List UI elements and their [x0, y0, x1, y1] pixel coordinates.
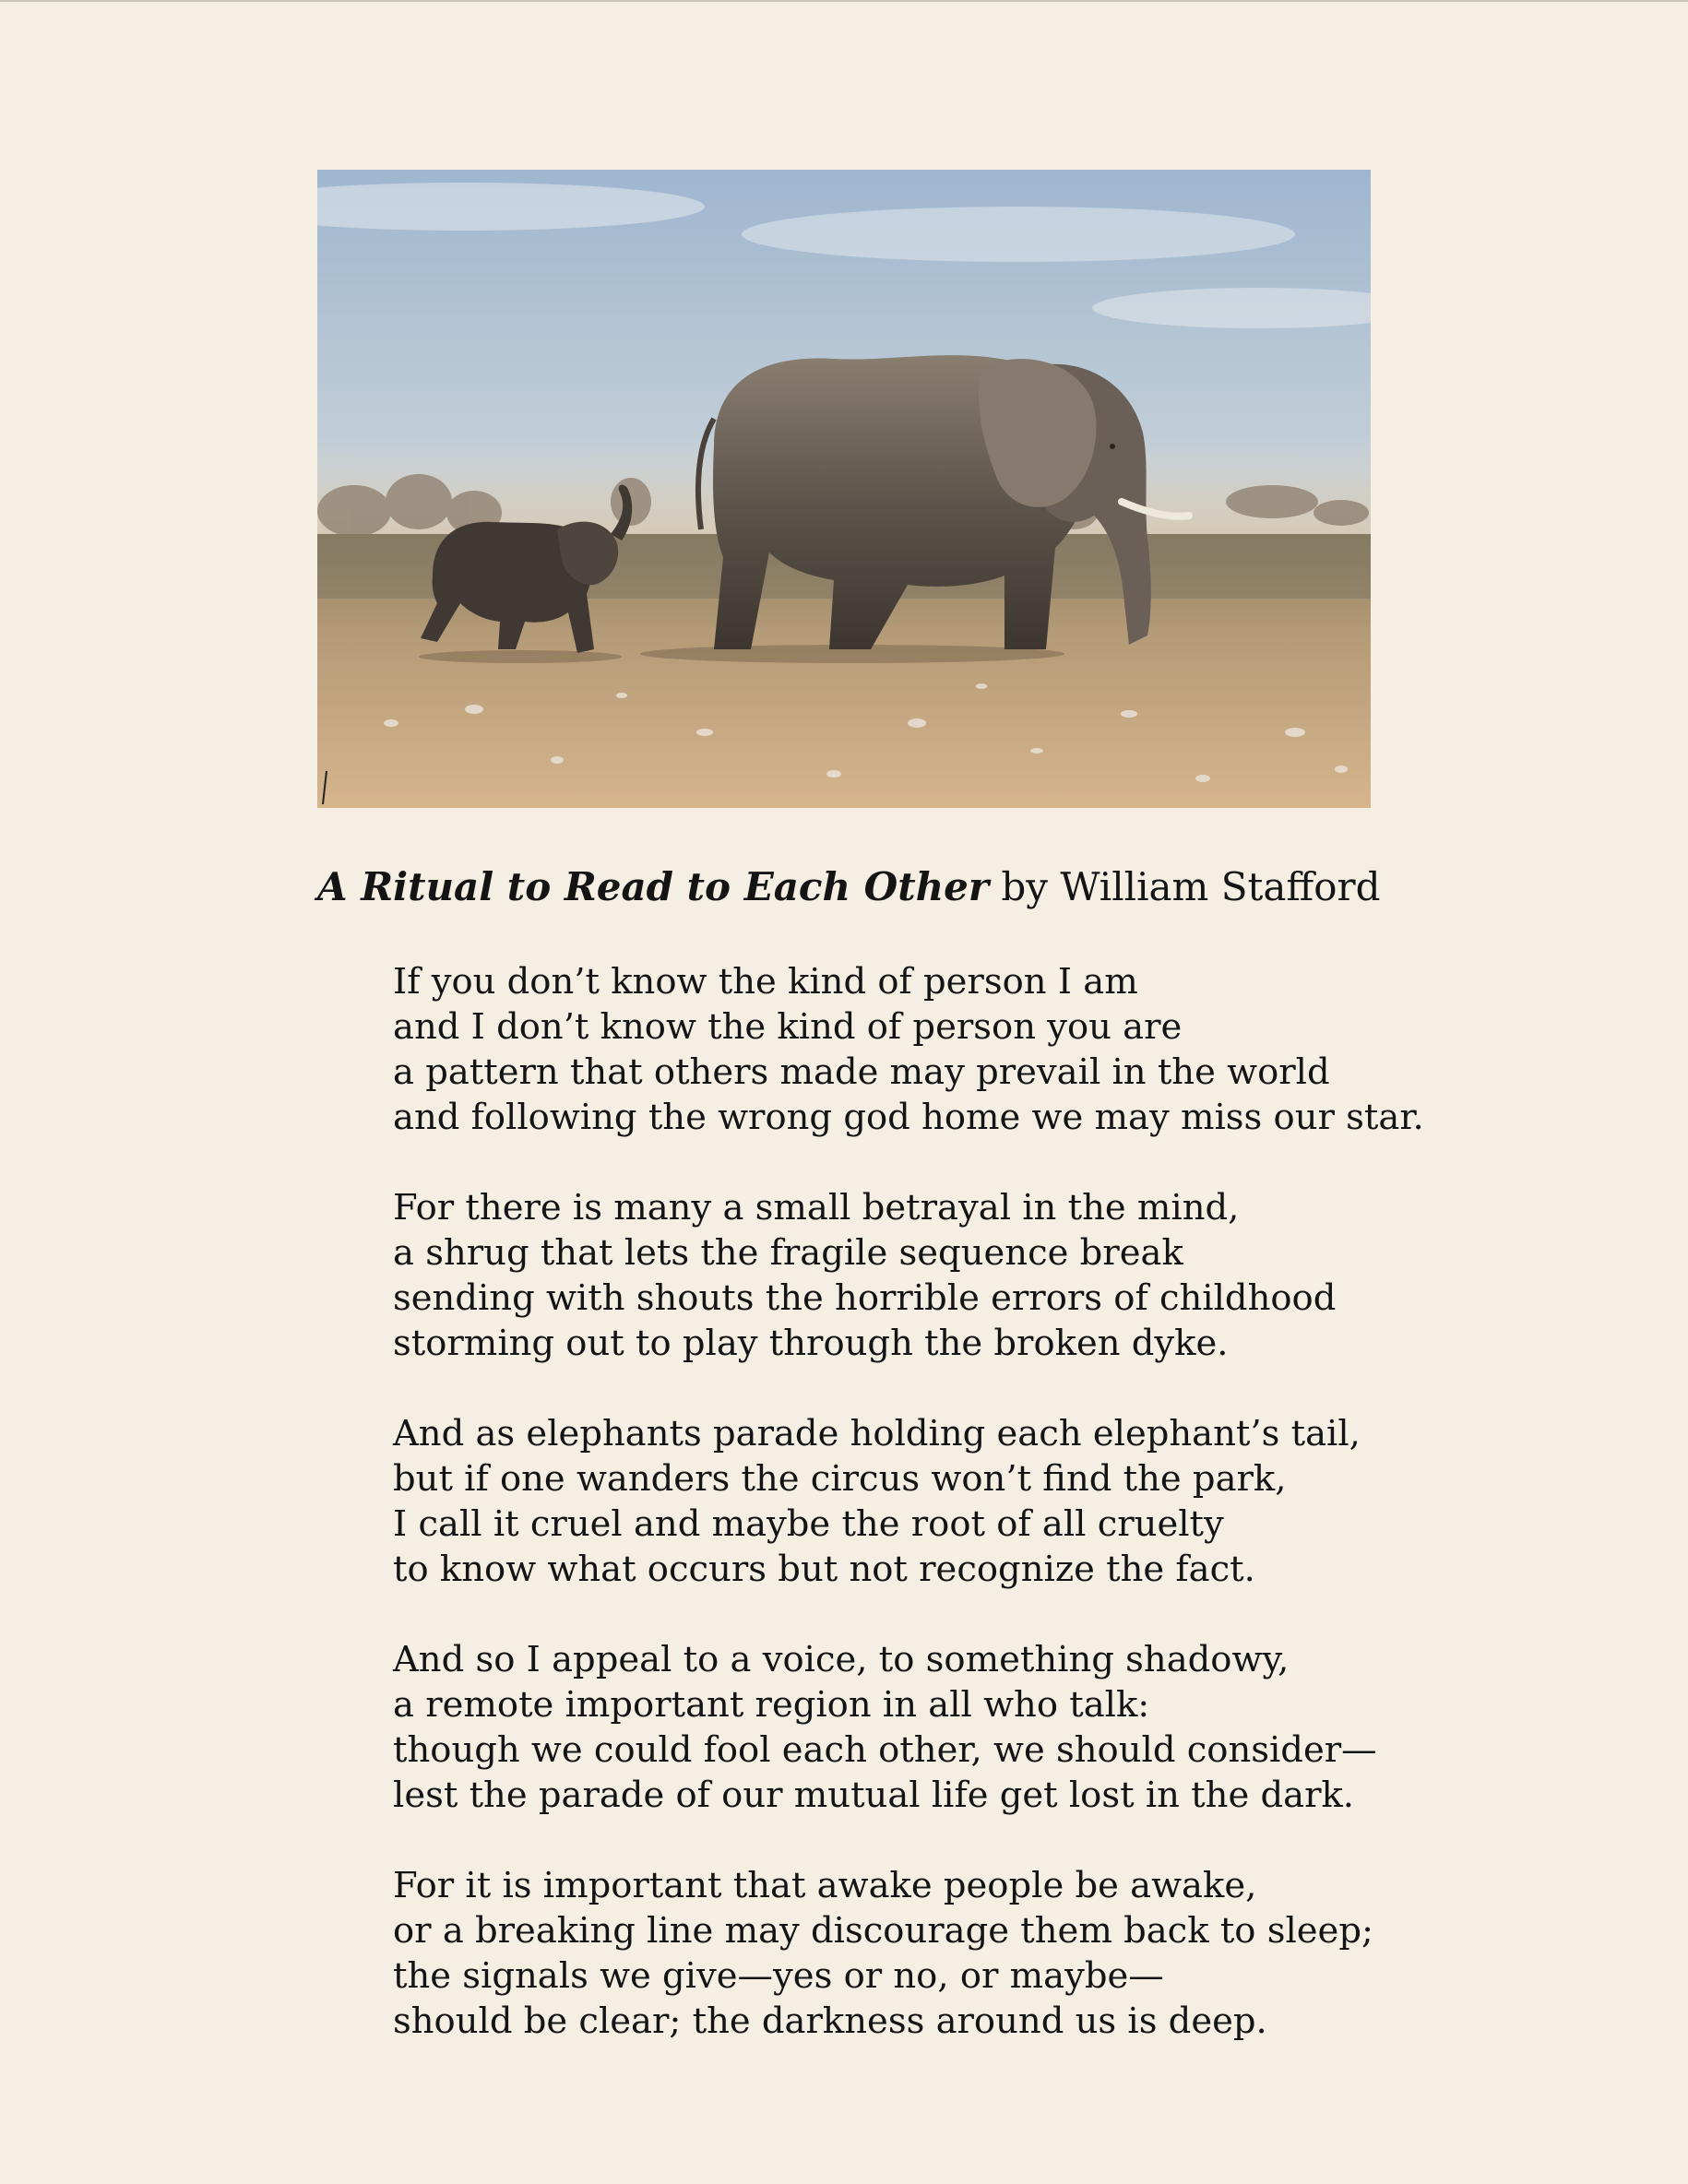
poem-line: And as elephants parade holding each elephant’s tail,: [393, 1413, 1361, 1454]
poem-line: or a breaking line may discourage them back to sleep;: [393, 1910, 1373, 1952]
poem-line: sending with shouts the horrible errors of childhood: [393, 1277, 1337, 1319]
poem-line: though we could fool each other, we should consider—: [393, 1729, 1377, 1771]
poem-line: And so I appeal to a voice, to something shadowy,: [393, 1639, 1290, 1680]
poem-title: A Ritual to Read to Each Other: [317, 864, 990, 909]
stanza: [393, 1185, 1389, 1366]
poem-line: I call it cruel and maybe the root of all cruelty: [393, 1503, 1224, 1545]
poem-line: to know what occurs but not recognize the fact.: [393, 1549, 1255, 1590]
poem-byline: by William Stafford: [1001, 864, 1381, 909]
poem-body: [393, 959, 1424, 2089]
poem-line: For it is important that awake people be awake,: [393, 1865, 1257, 1906]
top-border: [0, 0, 1688, 2]
poem-line: but if one wanders the circus won’t find the park,: [393, 1458, 1287, 1500]
poem-heading: [317, 858, 1381, 917]
stanza: [393, 1637, 1389, 1818]
poem-line: and following the wrong god home we may miss our star.: [393, 1097, 1424, 1138]
poem-line: and I don’t know the kind of person you are: [393, 1006, 1183, 1048]
stanza: [393, 1863, 1389, 2044]
poem-line: should be clear; the darkness around us is deep.: [393, 2000, 1267, 2042]
stanza: [393, 1411, 1389, 1592]
poem-line: storming out to play through the broken dyke.: [393, 1323, 1229, 1364]
elephant-photo: [317, 170, 1371, 808]
poem-line: For there is many a small betrayal in the mind,: [393, 1187, 1240, 1228]
stanza: [393, 959, 1424, 1140]
poem-line: a remote important region in all who talk:: [393, 1684, 1150, 1726]
poem-line: a pattern that others made may prevail in the world: [393, 1051, 1330, 1093]
poem-line: If you don’t know the kind of person I am: [393, 961, 1138, 1003]
poem-line: lest the parade of our mutual life get lost in the dark.: [393, 1774, 1355, 1816]
poem-line: the signals we give—yes or no, or maybe—: [393, 1955, 1164, 1997]
poem-line: a shrug that lets the fragile sequence break: [393, 1232, 1183, 1274]
